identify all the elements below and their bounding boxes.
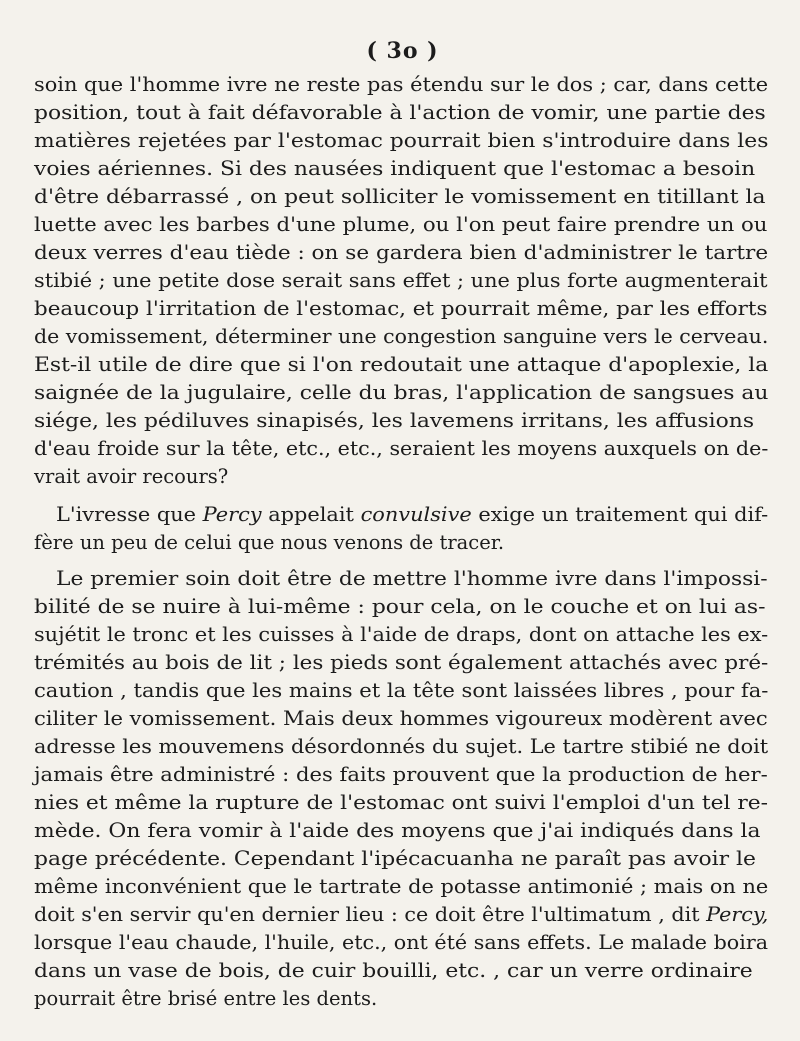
text-run: doit s'en servir qu'en dernier lieu : ce doit être l'ultimatum , dit xyxy=(34,903,707,926)
text-line: d'être débarrassé , on peut solliciter le vomissement en titillant la xyxy=(34,185,766,208)
text-line: page précédente. Cependant l'ipécacuanha ne paraît pas avoir le xyxy=(34,847,756,870)
text-line: beaucoup l'irritation de l'estomac, et pourrait même, par les efforts xyxy=(34,297,768,320)
text-line: sujétit le tronc et les cuisses à l'aide de draps, dont on attache les ex- xyxy=(34,623,769,646)
text-line: deux verres d'eau tiède : on se gardera bien d'administrer le tartre xyxy=(34,241,769,264)
text-line: Est-il utile de dire que si l'on redoutait une attaque d'apoplexie, la xyxy=(34,353,769,376)
text-run: appelait xyxy=(261,503,361,526)
text-line: ciliter le vomissement. Mais deux hommes vigoureux modèrent avec xyxy=(34,707,768,730)
text-line: caution , tandis que les mains et la tête sont laissées libres , pour fa- xyxy=(34,679,769,702)
text-line: voies aériennes. Si des nausées indiquent que l'estomac a besoin xyxy=(34,157,756,180)
text-line: position, tout à fait défavorable à l'action de vomir, une partie des xyxy=(34,101,766,124)
text-line: bilité de se nuire à lui-même : pour cela, on le couche et on lui as- xyxy=(34,595,766,618)
text-line: pourrait être brisé entre les dents. xyxy=(34,987,378,1010)
text-line: dans un vase de bois, de cuir bouilli, etc. , car un verre ordinaire xyxy=(34,959,753,982)
paragraph-line xyxy=(56,502,768,528)
text-line: saignée de la jugulaire, celle du bras, l'application de sangsues au xyxy=(34,381,769,404)
text-line: mède. On fera vomir à l'aide des moyens que j'ai indiqués dans la xyxy=(34,819,761,842)
text-line: jamais être administré : des faits prouvent que la production de her- xyxy=(34,763,768,786)
text-line: vrait avoir recours? xyxy=(34,465,229,488)
text-line: luette avec les barbes d'une plume, ou l'on peut faire prendre un ou xyxy=(34,213,768,236)
paragraph-line: Le premier soin doit être de mettre l'homme ivre dans l'impossi- xyxy=(56,567,768,590)
text-line: adresse les mouvemens désordonnés du sujet. Le tartre stibié ne doit xyxy=(34,735,769,758)
italic-term: convulsive xyxy=(360,503,472,526)
text-run: exige un traitement qui dif- xyxy=(471,503,769,526)
text-line: fère un peu de celui que nous venons de tracer. xyxy=(34,531,505,554)
text-line: matières rejetées par l'estomac pourrait bien s'introduire dans les xyxy=(34,129,769,152)
text-line: siége, les pédiluves sinapisés, les lavemens irritans, les affusions xyxy=(34,409,755,432)
text-line: de vomissement, déterminer une congestion sanguine vers le cerveau. xyxy=(34,325,769,348)
text-line: nies et même la rupture de l'estomac ont suivi l'emploi d'un tel re- xyxy=(34,791,768,814)
text-run: L'ivresse que xyxy=(56,503,203,526)
text-line: stibié ; une petite dose serait sans effet ; une plus forte augmenterait xyxy=(34,269,768,292)
italic-term: Percy, xyxy=(706,903,769,926)
text-line xyxy=(34,902,768,928)
text-line: soin que l'homme ivre ne reste pas étendu sur le dos ; car, dans cette xyxy=(34,73,769,96)
text-line: même inconvénient que le tartrate de potasse antimonié ; mais on ne xyxy=(34,875,769,898)
book-page xyxy=(30,0,775,1041)
text-line: lorsque l'eau chaude, l'huile, etc., ont été sans effets. Le malade boira xyxy=(34,931,769,954)
text-line: trémités au bois de lit ; les pieds sont également attachés avec pré- xyxy=(34,651,769,674)
page-number: ( 3o ) xyxy=(366,38,439,64)
text-line: d'eau froide sur la tête, etc., etc., seraient les moyens auxquels on de- xyxy=(34,437,769,460)
italic-term: Percy xyxy=(202,503,262,526)
